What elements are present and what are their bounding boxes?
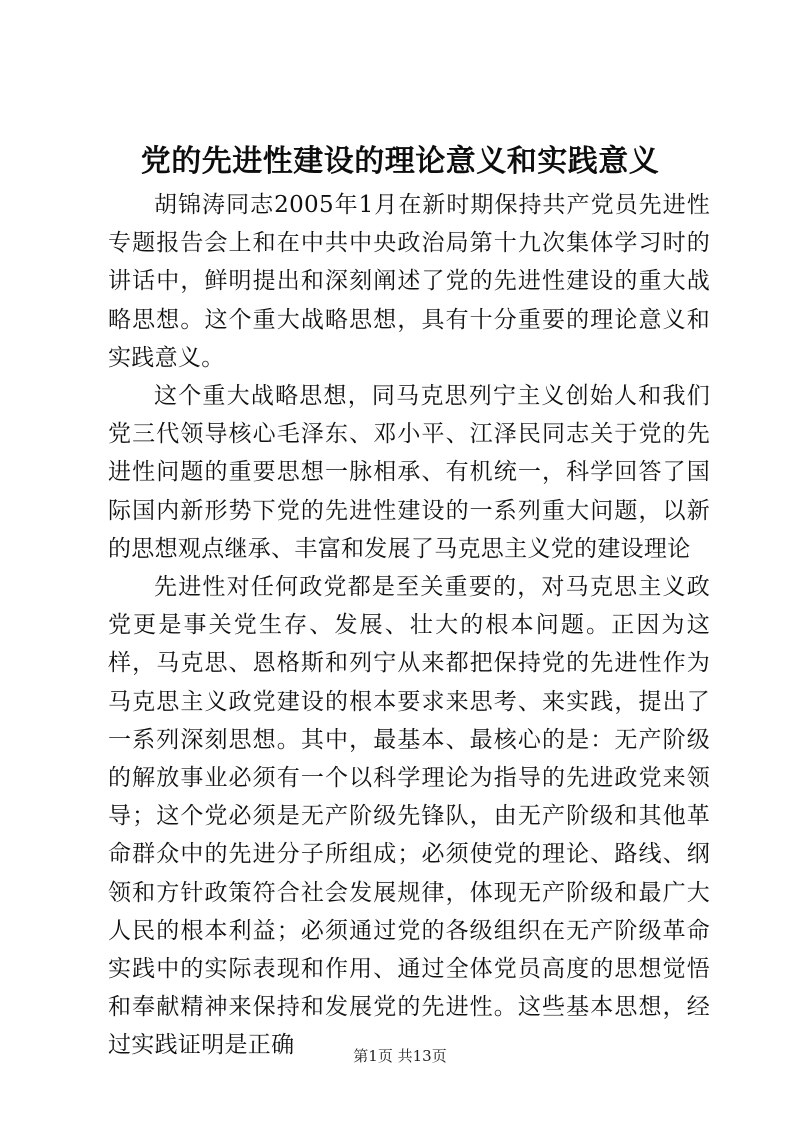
paragraph-1: 胡锦涛同志2005年1月在新时期保持共产党员先进性专题报告会上和在中共中央政治局第十九次集体学习时的讲话中，鲜明提出和深刻阐述了党的先进性建设的重大战略思想。这个重大战略思想，具有十分重要的理论意义和实践意义。 [108, 192, 710, 371]
page-footer: 第1页 共13页 [353, 1047, 447, 1065]
paragraph-2: 这个重大战略思想，同马克思列宁主义创始人和我们党三代领导核心毛泽东、邓小平、江泽民同志关于党的先进性问题的重要思想一脉相承、有机统一，科学回答了国际国内新形势下党的先进性建设的一系列重大问题，以新的思想观点继承、丰富和发展了马克思主义党的建设理论 [108, 383, 710, 562]
document-body [108, 186, 710, 1065]
page-title: 党的先进性建设的理论意义和实践意义 [140, 144, 660, 179]
paragraph-3: 先进性对任何政党都是至关重要的，对马克思主义政党更是事关党生存、发展、壮大的根本问题。正因为这样，马克思、恩格斯和列宁从来都把保持党的先进性作为马克思主义政党建设的根本要求来思考、来实践，提出了一系列深刻思想。其中，最基本、最核心的是：无产阶级的解放事业必须有一个以科学理论为指导的先进政党来领导；这个党必须是无产阶级先锋队，由无产阶级和其他革命群众中的先进分子所组成；必须使党的理论、路线、纲领和方针政策符合社会发展规律，体现无产阶级和最广大人民的根本利益；必须通过党的各级组织在无产阶级革命实践中的实际表现和作用、通过全体党员高度的思想觉悟和奉献精神来保持和发展党的先进性。这些基本思想，经过实践证明是正确 [108, 574, 710, 1059]
